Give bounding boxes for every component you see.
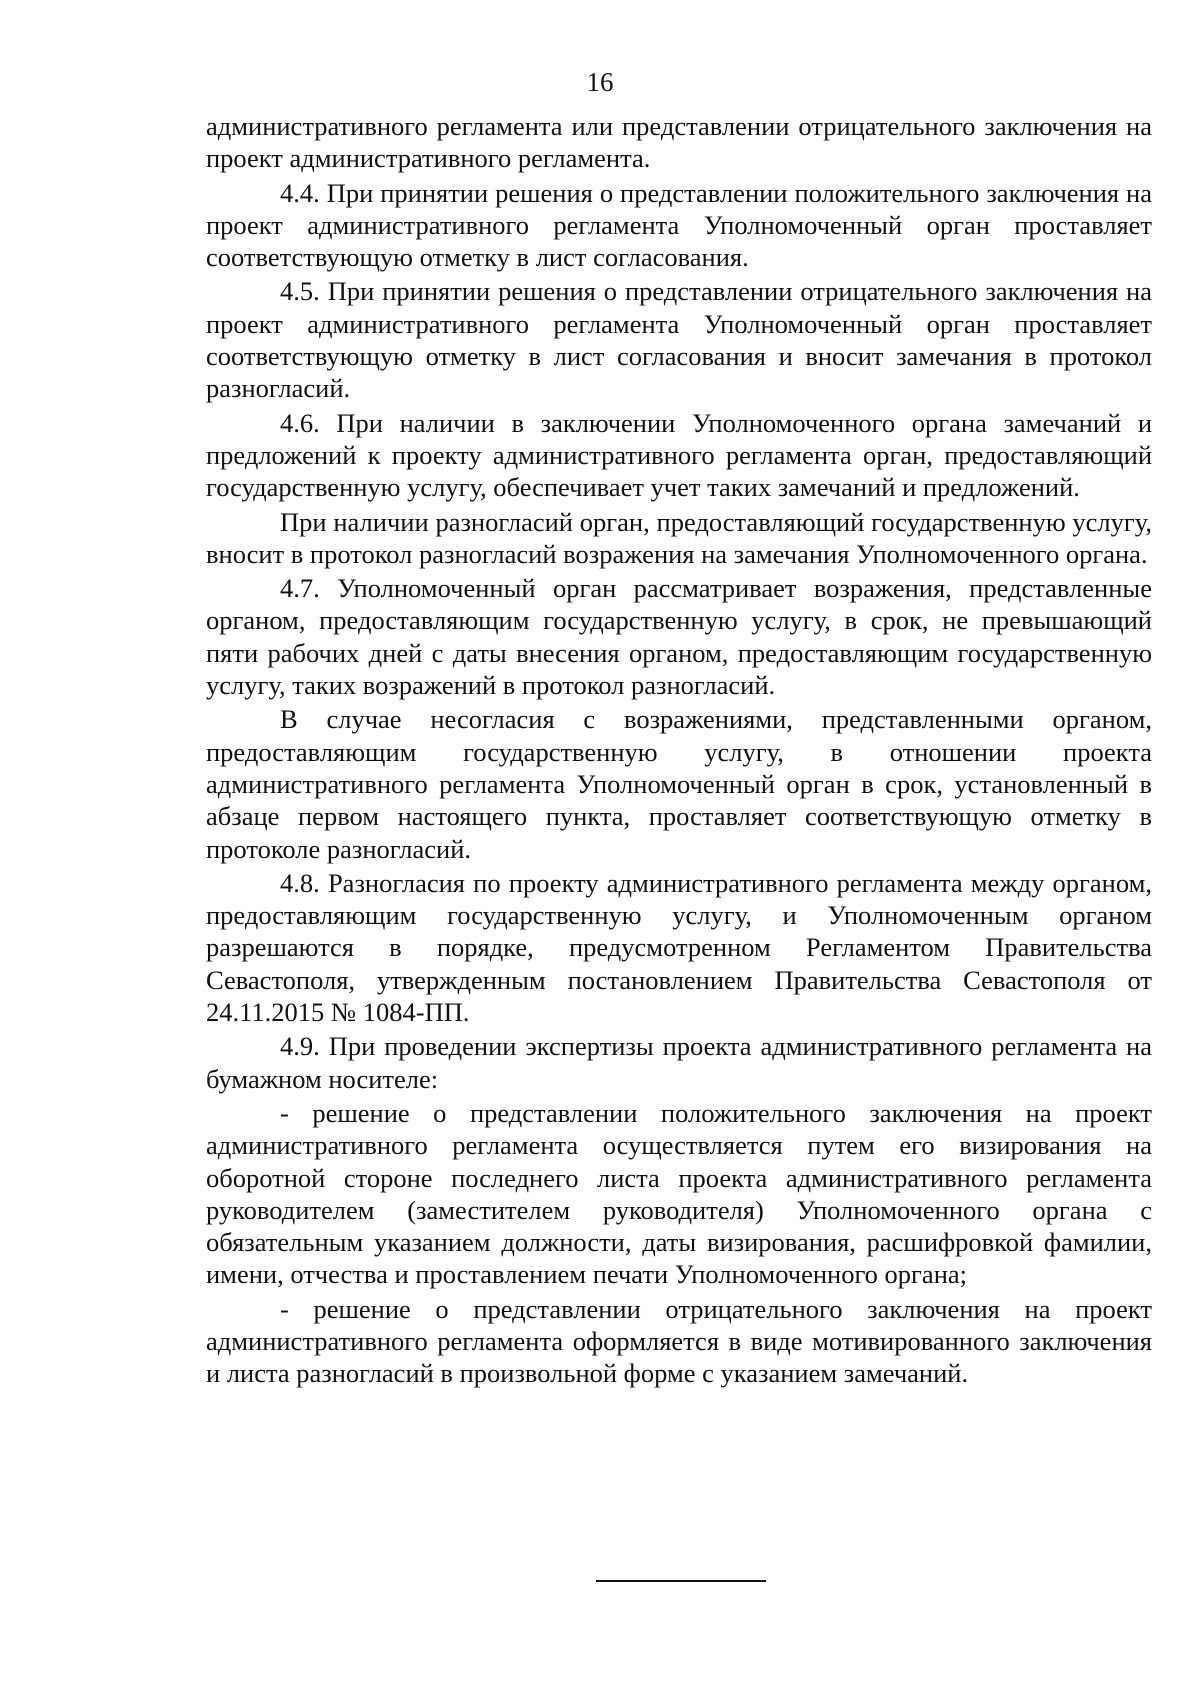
paragraph-4-7-disagreement: В случае несогласия с возражениями, представленными органом, предоставляющим государственную услугу, в отношении проекта административного регламента Уполномоченный орган в срок, установленный в абзаце первом настоящего пункта, проставляет соответствующую отметку в протоколе разногласий. — [206, 704, 1152, 864]
paragraph-4-6: 4.6. При наличии в заключении Уполномоченного органа замечаний и предложений к проекту административного регламента орган, предоставляющий государственную услугу, обеспечивает учет таких замечаний и предложений. — [206, 407, 1152, 503]
end-divider-line — [596, 1580, 766, 1582]
paragraph-4-9: 4.9. При проведении экспертизы проекта административного регламента на бумажном носителе: — [206, 1031, 1152, 1094]
page-number: 16 — [586, 67, 614, 97]
paragraph-continuation: административного регламента или представлении отрицательного заключения на проект административного регламента. — [206, 111, 1152, 174]
paragraph-4-6-disagreements: При наличии разногласий орган, предоставляющий государственную услугу, вносит в протокол разногласий возражения на замечания Уполномоченного органа. — [206, 506, 1152, 569]
document-body — [206, 110, 1152, 1390]
paragraph-4-5: 4.5. При принятии решения о представлении отрицательного заключения на проект административного регламента Уполномоченный орган проставляет соответствующую отметку в лист согласования и вносит замечания в протокол разногласий. — [206, 276, 1152, 404]
paragraph-4-7: 4.7. Уполномоченный орган рассматривает возражения, представленные органом, предоставляющим государственную услугу, в срок, не превышающий пяти рабочих дней с даты внесения органом, предоставляющим государственную услугу, таких возражений в протокол разногласий. — [206, 573, 1152, 701]
paragraph-4-4: 4.4. При принятии решения о представлении положительного заключения на проект административного регламента Уполномоченный орган проставляет соответствующую отметку в лист согласования. — [206, 177, 1152, 273]
list-item-negative-conclusion: - решение о представлении отрицательного заключения на проект административного регламента оформляется в виде мотивированного заключения и листа разногласий в произвольной форме с указанием замечаний. — [206, 1293, 1152, 1389]
paragraph-4-8: 4.8. Разногласия по проекту административного регламента между органом, предоставляющим государственную услугу, и Уполномоченным органом разрешаются в порядке, предусмотренном Регламентом Правительства Севастополя, утвержденным постановлением Правительства Севастополя от 24.11.2015 № 1084-ПП. — [206, 867, 1152, 1028]
list-item-positive-conclusion: - решение о представлении положительного заключения на проект административного регламента осуществляется путем его визирования на оборотной стороне последнего листа проекта административного регламента руководителем (заместителем руководителя) Уполномоченного органа с обязательным указанием должности, даты визирования, расшифровкой фамилии, имени, отчества и проставлением печати Уполномоченного органа; — [206, 1097, 1152, 1290]
